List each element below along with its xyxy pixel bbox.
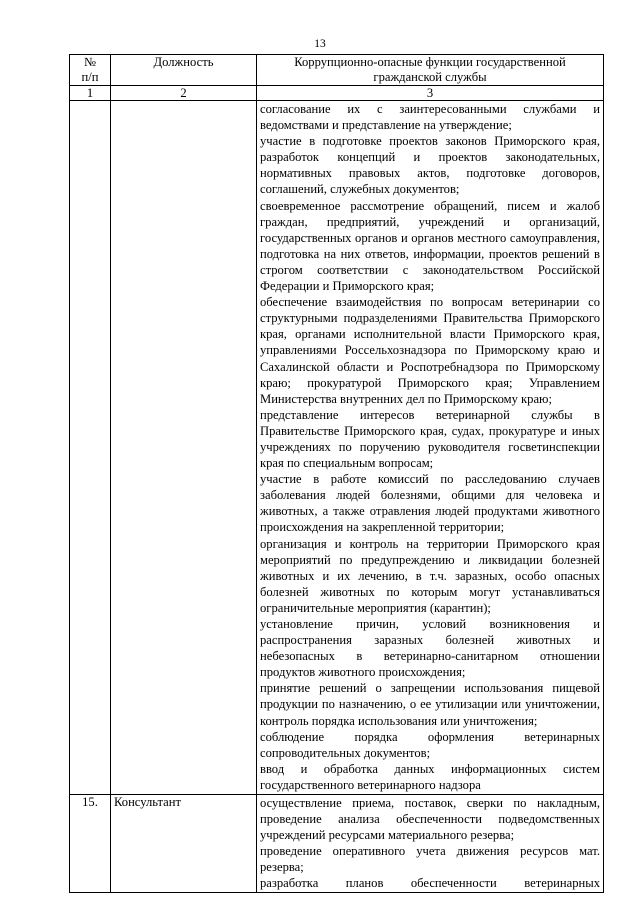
column-number-2: 2 [111,86,257,101]
page-number: 13 [314,38,326,50]
header-number: № п/п [70,55,111,86]
header-functions: Коррупционно-опасные функции государственной гражданской службы [257,55,604,86]
function-item: осуществление приема, поставок, сверки по накладным, проведение анализа обеспеченности подведомственных учреждений ресурсами материального резерва; [260,796,600,843]
column-number-3: 3 [257,86,604,101]
column-number-row [70,86,604,101]
table-row-continued [70,101,604,795]
function-item: представление интересов ветеринарной службы в Правительстве Приморского края, судах, прокуратуре и иных учреждениях по поручению руководителя госветинспекции края по специальным вопросам; [260,407,600,471]
function-item: согласование их с заинтересованными службами и ведомствами и представление на утверждение; [260,102,600,133]
row-number [70,101,111,795]
function-item: организация и контроль на территории Приморского края мероприятий по предупреждению и ликвидации болезней животных и их лечению, в т.ч. заразных, особо опасных болезней животных по которым могут устанавливаться ограничительные мероприятия (карантин); [260,536,600,615]
corruption-functions-table [69,54,604,893]
function-item: участие в работе комиссий по расследованию случаев заболевания людей болезнями, общими для человека и животных, а также отравления людей продуктами животного происхождения на закрепленной территории; [260,472,600,535]
function-item: участие в подготовке проектов законов Приморского края, разработок концепций и проектов законодательных, нормативных правовых актов, подготовке договоров, соглашений, служебных документов; [260,134,600,197]
row-functions [257,795,604,893]
row-functions [257,101,604,795]
header-position: Должность [111,55,257,86]
function-item: проведение оперативного учета движения ресурсов мат. резерва; [260,844,600,875]
table-row-15 [70,795,604,893]
table-header-row [70,55,604,86]
row-number: 15. [70,795,111,893]
row-position [111,101,257,795]
function-item: разработка планов обеспеченности ветеринарных [260,876,600,891]
function-item: принятие решений о запрещении использования пищевой продукции по назначению, о ее утилизации или уничтожении, контроль порядка использования или уничтожения; [260,681,600,728]
function-item: установление причин, условий возникновения и распространения заразных болезней животных и небезопасных в ветеринарно-санитарном отношении продуктов животного происхождения; [260,617,600,680]
function-item: обеспечение взаимодействия по вопросам ветеринарии со структурными подразделениями Правительства Приморского края, органами исполнительной власти Приморского края, управлениями Россельхознадзора по Приморскому краю и Сахалинской области и Роспотребнадзора по Приморскому краю; прокуратурой Приморского края; Управлением Министерства внутренних дел по Приморскому краю; [260,295,600,406]
row-position: Консультант [111,795,257,893]
function-item: соблюдение порядка оформления ветеринарных сопроводительных документов; [260,729,600,760]
function-item: ввод и обработка данных информационных систем государственного ветеринарного надзора [260,761,600,792]
function-item: своевременное рассмотрение обращений, писем и жалоб граждан, предприятий, учреждений и организаций, государственных органов и органов местного самоуправления, подготовка на них ответов, информации, проектов решений в строгом соответствии с законодательством Российской Федерации и Приморского края; [260,198,600,294]
column-number-1: 1 [70,86,111,101]
